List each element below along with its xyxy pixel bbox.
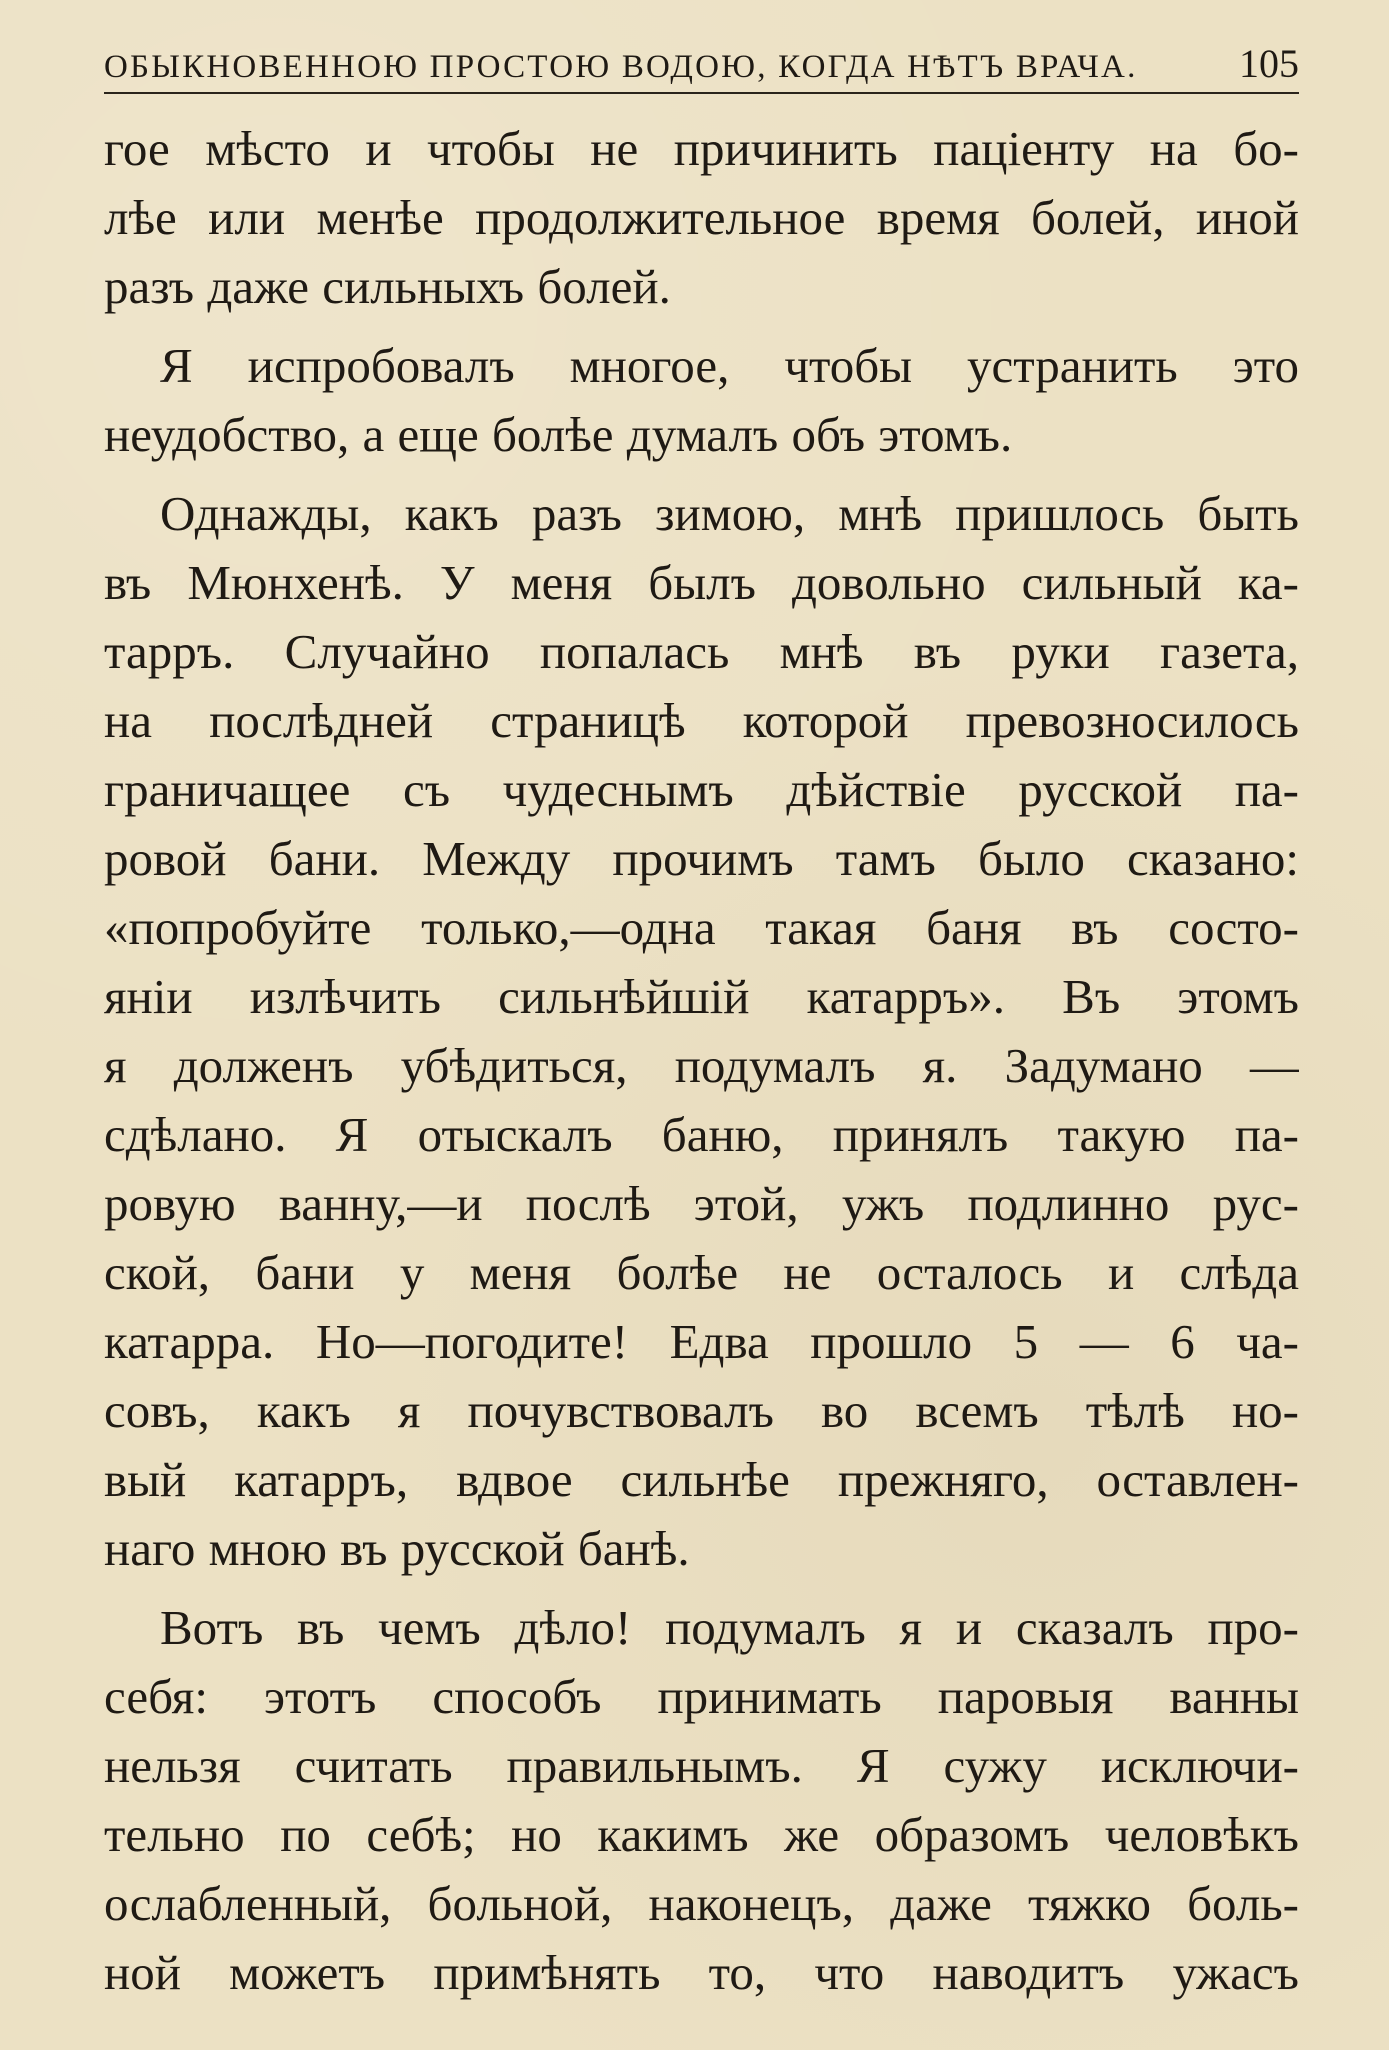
text-line: катарра. Но—погодите! Едва прошло 5 — 6 ча- <box>104 1314 1299 1369</box>
text-line: Я испробовалъ многое, чтобы устранить это <box>160 338 1299 393</box>
text-line: гое мѣсто и чтобы не причинить паціенту на бо- <box>104 121 1299 176</box>
page-number: 105 <box>1239 41 1299 86</box>
text-line: ослабленный, больной, наконецъ, даже тяжко боль- <box>104 1876 1299 1931</box>
running-header <box>104 26 1299 90</box>
text-line: ровой бани. Между прочимъ тамъ было сказано: <box>104 831 1299 886</box>
paragraph-1 <box>104 114 1299 321</box>
text-line: тарръ. Случайно попалась мнѣ въ руки газета, <box>104 624 1299 679</box>
text-line: «попробуйте только,—одна такая баня въ состо- <box>104 900 1299 955</box>
text-line: сдѣлано. Я отыскалъ баню, принялъ такую па- <box>104 1107 1299 1162</box>
text-line: на послѣдней страницѣ которой превозносилось <box>104 693 1299 748</box>
text-line: ской, бани у меня болѣе не осталось и слѣда <box>104 1245 1299 1300</box>
text-line: себя: этотъ способъ принимать паровыя ванны <box>104 1669 1299 1724</box>
text-line: тельно по себѣ; но какимъ же образомъ человѣкъ <box>104 1807 1299 1862</box>
header-rule <box>104 92 1299 94</box>
text-line: наго мною въ русской банѣ. <box>104 1521 690 1576</box>
text-line: вый катарръ, вдвое сильнѣе прежняго, оставлен- <box>104 1452 1299 1507</box>
running-title: ОБЫКНОВЕННОЮ ПРОСТОЮ ВОДОЮ, КОГДА НѢТЪ ВРАЧА. <box>104 49 1138 85</box>
text-line: Вотъ въ чемъ дѣло! подумалъ я и сказалъ про- <box>160 1600 1299 1655</box>
text-line: граничащее съ чудеснымъ дѣйствіе русской па- <box>104 762 1299 817</box>
text-line: Однажды, какъ разъ зимою, мнѣ пришлось быть <box>160 486 1299 541</box>
paragraph-2 <box>104 331 1299 469</box>
text-line: ровую ванну,—и послѣ этой, ужъ подлинно рус- <box>104 1176 1299 1231</box>
text-line: я долженъ убѣдиться, подумалъ я. Задумано — <box>104 1038 1299 1093</box>
text-line: въ Мюнхенѣ. У меня былъ довольно сильный ка- <box>104 555 1299 610</box>
text-line: ной можетъ примѣнять то, что наводитъ ужасъ <box>104 1945 1299 2000</box>
paragraph-4 <box>104 1593 1299 2007</box>
body-text <box>104 114 1299 2007</box>
text-line: неудобство, а еще болѣе думалъ объ этомъ. <box>104 407 1013 462</box>
text-line: яніи излѣчить сильнѣйшій катарръ». Въ этомъ <box>104 969 1299 1024</box>
text-line: нельзя считать правильнымъ. Я сужу исключи- <box>104 1738 1299 1793</box>
paragraph-3 <box>104 479 1299 1583</box>
text-line: лѣе или менѣе продолжительное время болей, иной <box>104 190 1299 245</box>
text-line: разъ даже сильныхъ болей. <box>104 259 671 314</box>
text-line: совъ, какъ я почувствовалъ во всемъ тѣлѣ но- <box>104 1383 1299 1438</box>
